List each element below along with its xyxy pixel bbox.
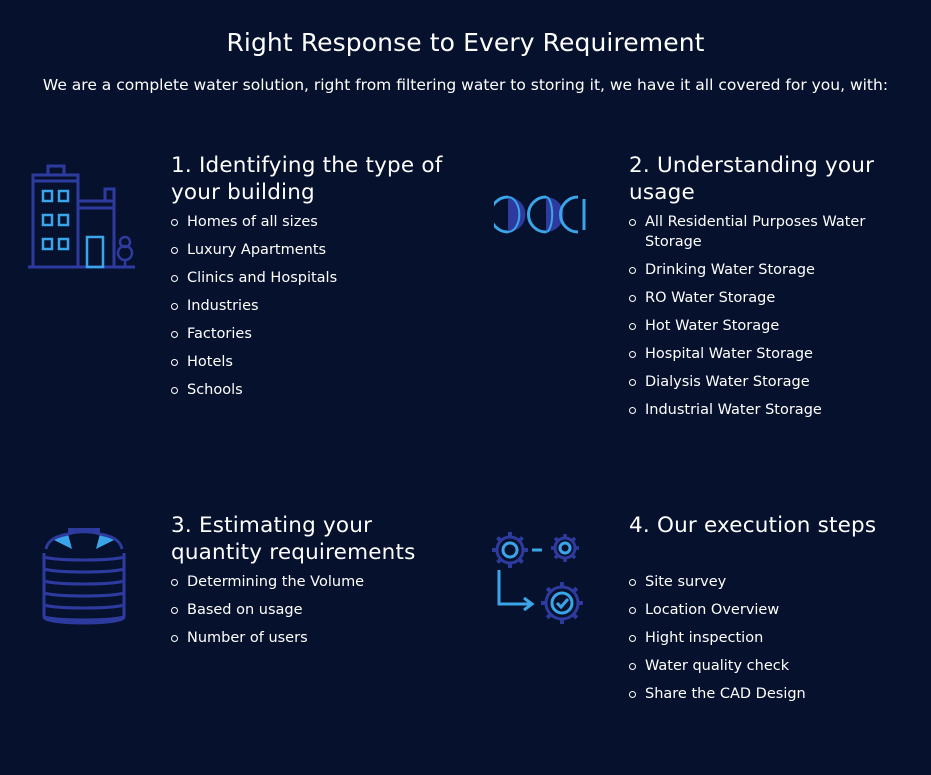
list-item: Share the CAD Design bbox=[629, 684, 889, 704]
section-title: 1. Identifying the type of your building bbox=[171, 153, 443, 205]
section-quantity bbox=[171, 512, 461, 656]
list-item: Dialysis Water Storage bbox=[629, 372, 889, 392]
section-title: 2. Understanding your usage bbox=[629, 153, 875, 205]
list-item: Location Overview bbox=[629, 600, 889, 620]
list-item: Hight inspection bbox=[629, 628, 889, 648]
list-item: Hot Water Storage bbox=[629, 316, 889, 336]
list-item: Number of users bbox=[171, 628, 461, 648]
list-item: Based on usage bbox=[171, 600, 461, 620]
section-list bbox=[171, 572, 461, 648]
section-list bbox=[629, 572, 889, 704]
section-list bbox=[629, 212, 889, 420]
section-title: 4. Our execution steps bbox=[629, 513, 877, 538]
list-item: Industries bbox=[171, 296, 461, 316]
list-item: Clinics and Hospitals bbox=[171, 268, 461, 288]
list-item: Determining the Volume bbox=[171, 572, 461, 592]
section-list bbox=[171, 212, 461, 400]
page-subtitle: We are a complete water solution, right from filtering water to storing it, we have it all covered for you, with: bbox=[42, 76, 889, 94]
list-item: Hospital Water Storage bbox=[629, 344, 889, 364]
list-item: Homes of all sizes bbox=[171, 212, 461, 232]
list-item: RO Water Storage bbox=[629, 288, 889, 308]
list-item: Water quality check bbox=[629, 656, 889, 676]
building-icon bbox=[28, 163, 136, 271]
section-building-type bbox=[171, 152, 461, 408]
section-usage bbox=[629, 152, 889, 428]
list-item: Drinking Water Storage bbox=[629, 260, 889, 280]
list-item: Hotels bbox=[171, 352, 461, 372]
page-title: Right Response to Every Requirement bbox=[226, 28, 705, 57]
list-item: Factories bbox=[171, 324, 461, 344]
list-item: Luxury Apartments bbox=[171, 240, 461, 260]
list-item: Industrial Water Storage bbox=[629, 400, 889, 420]
list-item: Site survey bbox=[629, 572, 889, 592]
water-tank-icon bbox=[38, 525, 130, 630]
gears-process-icon bbox=[488, 528, 588, 628]
list-item: Schools bbox=[171, 380, 461, 400]
list-item: All Residential Purposes Water Storage bbox=[629, 212, 889, 252]
section-execution-steps bbox=[629, 512, 889, 712]
section-title: 3. Estimating your quantity requirements bbox=[171, 513, 416, 565]
moon-phases-icon bbox=[494, 195, 594, 235]
